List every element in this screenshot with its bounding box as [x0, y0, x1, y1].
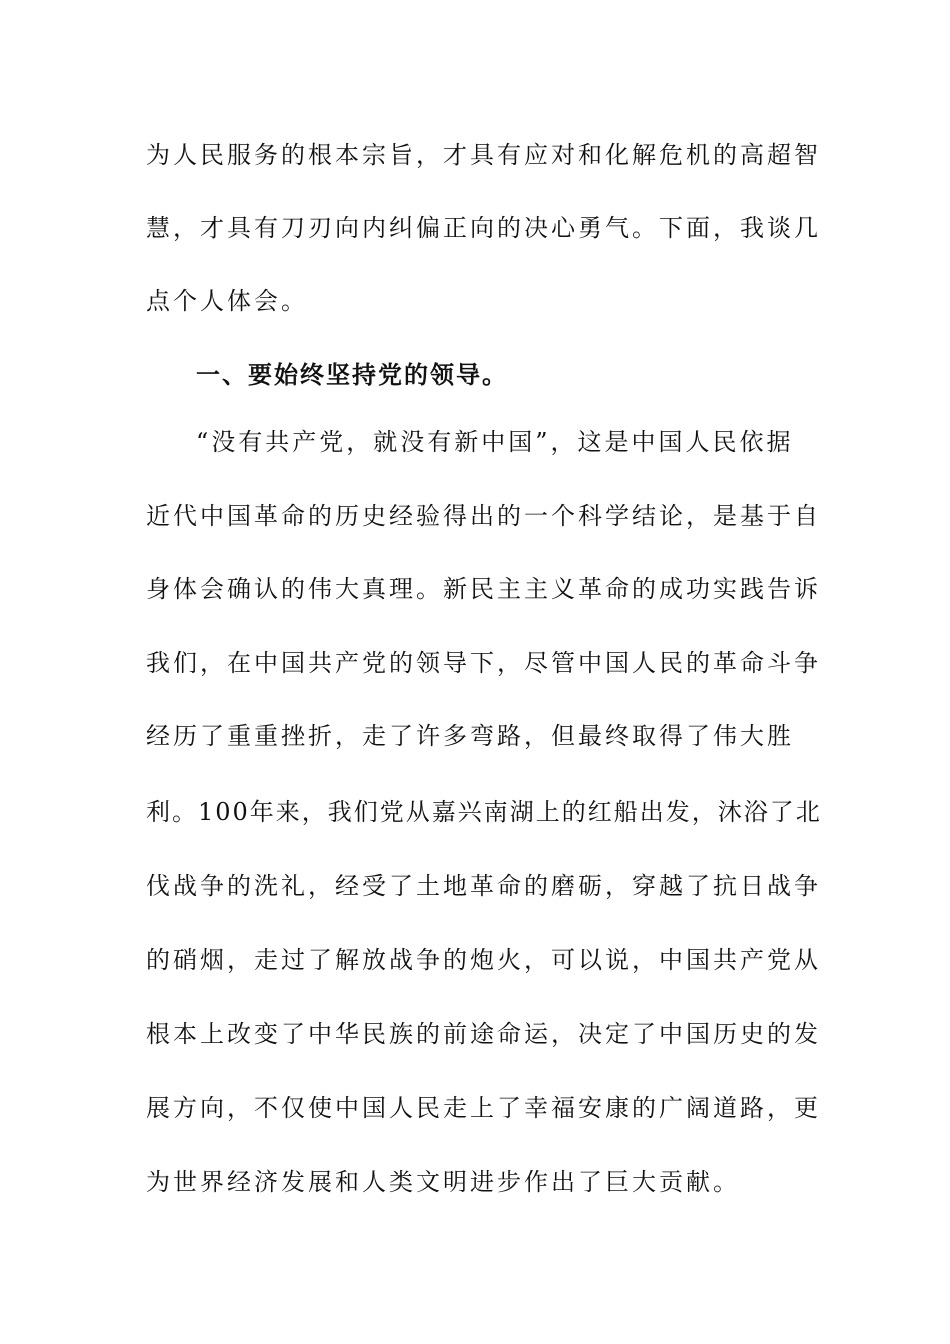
paragraph-line-8: 我们，在中国共产党的领导下，尽管中国人民的革命斗争	[146, 649, 821, 677]
paragraph-line-10: 利。100年来，我们党从嘉兴南湖上的红船出发，沐浴了北	[146, 798, 822, 826]
paragraph-line-1: 为人民服务的根本宗旨，才具有应对和化解危机的高超智	[146, 141, 821, 169]
paragraph-line-2: 慧，才具有刀刃向内纠偏正向的决心勇气。下面，我谈几	[146, 214, 821, 242]
section-heading: 一、要始终坚持党的领导。	[196, 361, 508, 389]
paragraph-line-6: 近代中国革命的历史经验得出的一个科学结论，是基于自	[146, 502, 821, 530]
paragraph-line-12: 的硝烟，走过了解放战争的炮火，可以说，中国共产党从	[146, 946, 821, 974]
paragraph-line-3: 点个人体会。	[146, 287, 308, 315]
paragraph-line-5: “没有共产党，就没有新中国”，这是中国人民依据	[196, 428, 794, 456]
paragraph-line-13: 根本上改变了中华民族的前途命运，决定了中国历史的发	[146, 1020, 821, 1048]
paragraph-line-15: 为世界经济发展和人类文明进步作出了巨大贡献。	[146, 1168, 740, 1196]
paragraph-line-7: 身体会确认的伟大真理。新民主主义革命的成功实践告诉	[146, 575, 821, 603]
paragraph-line-9: 经历了重重挫折，走了许多弯路，但最终取得了伟大胜	[146, 722, 794, 750]
paragraph-line-14: 展方向，不仅使中国人民走上了幸福安康的广阔道路，更	[146, 1094, 821, 1122]
paragraph-line-11: 伐战争的洗礼，经受了土地革命的磨砺，穿越了抗日战争	[146, 872, 821, 900]
